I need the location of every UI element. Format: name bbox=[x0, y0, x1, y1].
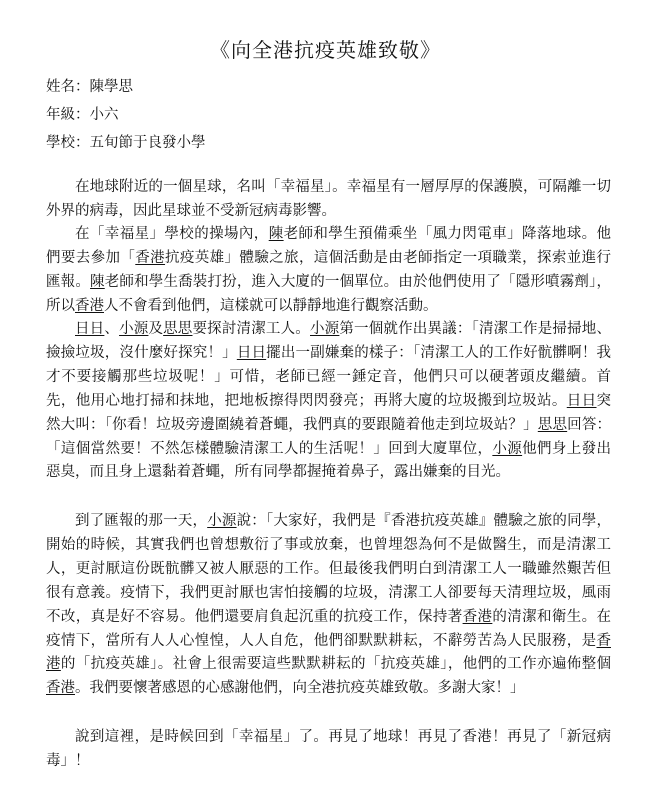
text-run: 在地球附近的一個星球，名叫「幸福星」。幸福星有一層厚厚的保護膜，可隔離一切外界的病毒，因此星球並不受新冠病毒影響。 bbox=[46, 179, 611, 219]
student-school: 學校：五旬節于良發小學 bbox=[46, 135, 206, 151]
underlined-name: 思思 bbox=[163, 321, 193, 337]
text-run: 的「抗疫英雄」。社會上很需要這些默默耕耘的「抗疫英雄」，他們的工作亦遍佈整個 bbox=[60, 656, 612, 673]
underlined-name: 日日 bbox=[75, 321, 105, 337]
student-name: 姓名：陳學思 bbox=[46, 79, 133, 95]
paragraph-4 bbox=[46, 510, 611, 701]
text-run: 老師和學生預備乘坐「風力閃電車」降落地球。他們要去參加「 bbox=[46, 226, 612, 266]
student-grade: 年級：小六 bbox=[46, 107, 119, 123]
text-run: 要探討清潔工人。 bbox=[192, 321, 310, 337]
text-run: 回答：「這個當然要！不然怎樣體驗清潔工人的生活呢！」回到大廈單位， bbox=[46, 416, 612, 457]
underlined-name: 陳 bbox=[90, 273, 105, 290]
underlined-name: 小源 bbox=[207, 513, 237, 529]
underlined-name: 香港 bbox=[46, 632, 611, 673]
text-run: 第一個就作出異議：「清潔工作是掃掃地、撿撿垃圾，沒什麼好探究！」 bbox=[46, 321, 611, 361]
text-run: 。我們要懷著感恩的心感謝他們，向全港抗疫英雄致敬。多謝大家！」 bbox=[75, 680, 525, 697]
text-run: 擺出一副嫌棄的樣子：「清潔工人的工作好骯髒啊！我才不要接觸那些垃圾呢！」可惜，老師已經一錘定音，他們只可以硬著頭皮繼續。首先，他用心地打掃和抹地，把地板擦得閃閃發亮；再將大廈的垃圾搬到垃圾站。 bbox=[46, 344, 612, 409]
text-run: 人不會看到他們，這樣就可以靜靜地進行觀察活動。 bbox=[104, 297, 438, 314]
underlined-name: 小源 bbox=[119, 321, 149, 337]
text-run: 到了匯報的那一天， bbox=[75, 513, 208, 529]
underlined-name: 香港 bbox=[75, 297, 104, 314]
underlined-name: 香港 bbox=[46, 680, 75, 697]
paragraph-1 bbox=[46, 176, 611, 224]
text-run: 、 bbox=[104, 321, 120, 337]
text-run: 說到這裡，是時候回到「幸福星」了。再見了地球！再見了香港！再見了「新冠病毒」！ bbox=[46, 729, 611, 769]
paragraph-3 bbox=[46, 318, 611, 485]
paragraph-2 bbox=[46, 223, 611, 319]
text-run: 他們身上發出惡臭，而且身上還黏着蒼蠅，所有同學都握掩着鼻子，露出嫌棄的目光。 bbox=[46, 440, 612, 481]
text-run: 抗疫英雄」體驗之旅，這個活動是由老師指定一項職業，探索並進行匯報。 bbox=[46, 249, 612, 290]
text-run: 老師和學生喬裝打扮，進入大廈的一個單位。由於他們使用了「隱形噴霧劑」，所以 bbox=[46, 273, 612, 314]
underlined-name: 小源 bbox=[492, 440, 523, 457]
text-run: 及 bbox=[148, 321, 164, 337]
underlined-name: 思思 bbox=[537, 416, 568, 433]
underlined-name: 陳 bbox=[268, 226, 284, 242]
text-run: 突然大叫：「你看！垃圾旁邊圍繞着蒼蠅，我們真的要跟隨着他走到垃圾站？」 bbox=[46, 392, 612, 433]
underlined-name: 香港 bbox=[462, 608, 493, 625]
essay-title: 《向全港抗疫英雄致敬》 bbox=[210, 38, 441, 62]
underlined-name: 日日 bbox=[566, 392, 597, 409]
text-run: 在「幸福星」學校的操場內， bbox=[75, 226, 269, 242]
underlined-name: 小源 bbox=[310, 321, 340, 337]
paragraph-5 bbox=[46, 726, 611, 774]
underlined-name: 香港 bbox=[135, 249, 166, 266]
underlined-name: 日日 bbox=[236, 344, 267, 361]
text-run: 的清潔和衛生。在疫情下，當所有人人心惶惶，人人自危，他們卻默默耕耘，不辭勞苦為人民服務，是 bbox=[46, 608, 612, 649]
text-run: 說：「大家好，我們是『香港抗疫英雄』體驗之旅的同學，開始的時候，其實我們也曾想敷衍了事或放棄，也曾埋怨為何不是做醫生，而是清潔工人，更討厭這份既骯髒又被人厭惡的工作。但最後我們明白到清潔工人一職雖然艱苦但很有意義。疫情下，我們更討厭也害怕接觸的垃圾，清潔工人卻要每天清理垃圾，風雨不改，真是好不容易。他們還要肩負起沉重的抗疫工作，保持著 bbox=[46, 513, 611, 625]
